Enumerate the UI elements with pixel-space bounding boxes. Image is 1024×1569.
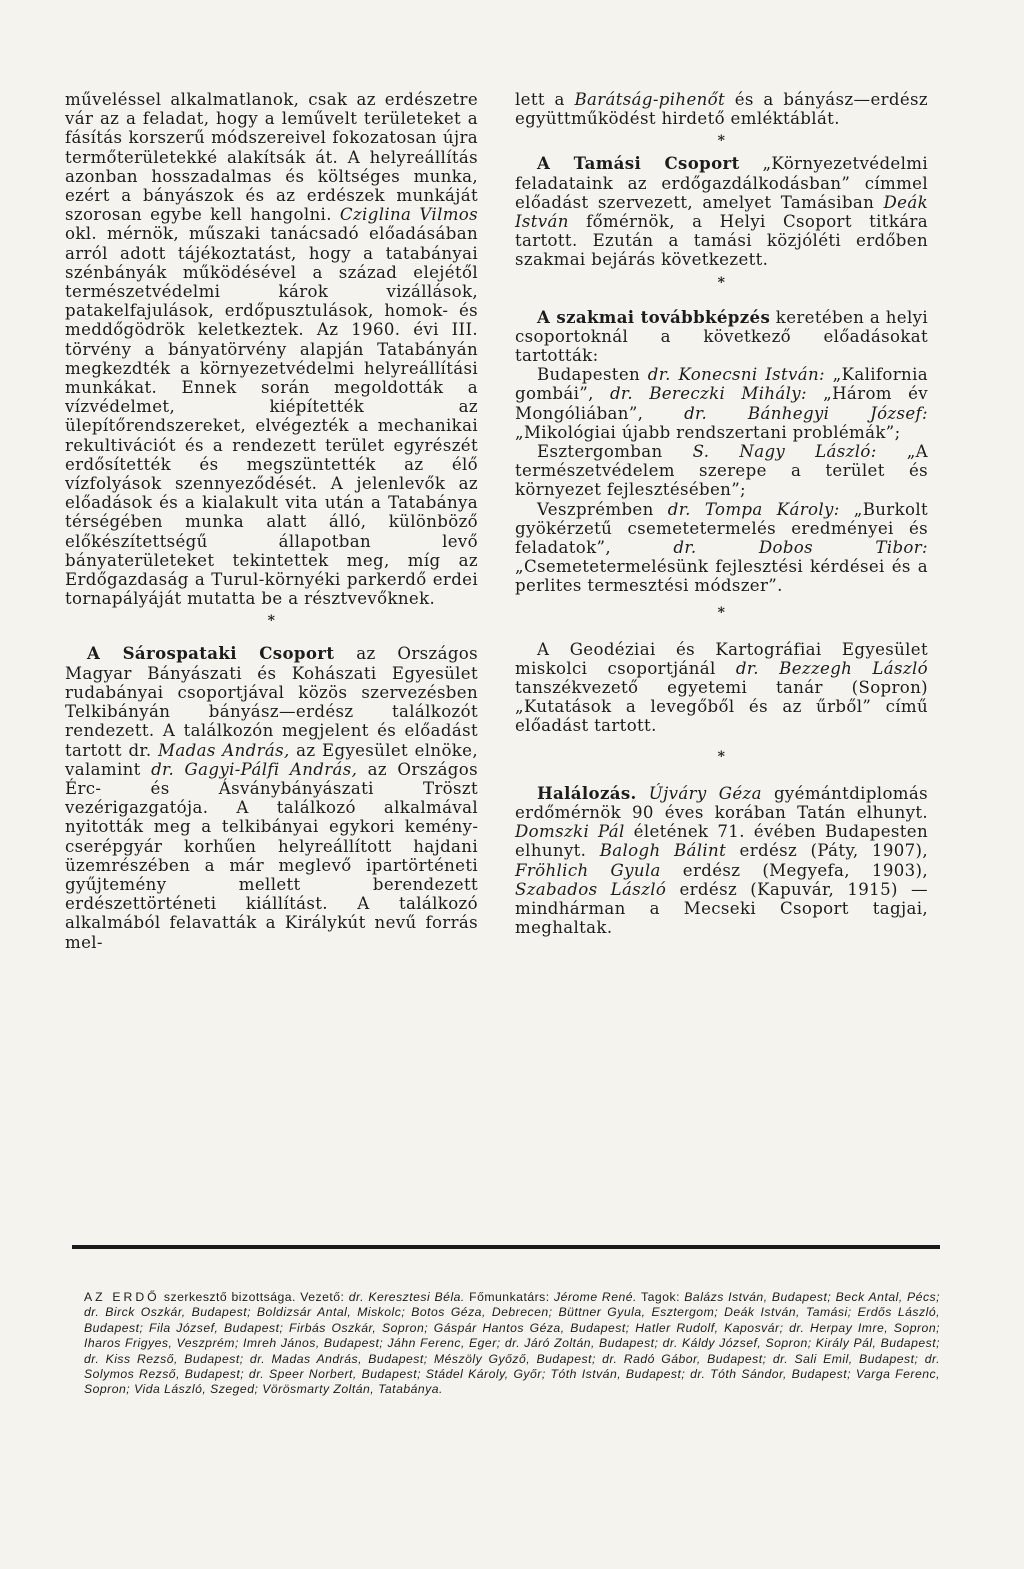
title-abbrev: dr. <box>647 365 671 385</box>
person-name: Bánhegyi József: <box>707 403 928 423</box>
person-name: Madas András, <box>158 740 290 760</box>
section-separator: * <box>717 748 726 765</box>
left-column <box>65 90 478 952</box>
person-name: Bezzegh László <box>758 658 928 678</box>
person-name: Dobos Tibor: <box>696 538 928 558</box>
paragraph-tamasi <box>515 154 928 269</box>
title-abbrev: dr. <box>735 658 759 678</box>
editor-name: dr. Keresztesi Béla. <box>348 1290 465 1304</box>
person-name: Fröhlich Gyula <box>515 860 661 880</box>
lecture-budapest <box>515 365 928 442</box>
title-abbrev: dr. <box>673 538 697 558</box>
lecture-esztergom <box>515 442 928 500</box>
person-name: Balogh Bálint <box>599 841 727 861</box>
person-name: Domszki Pál <box>515 822 625 842</box>
person-name: Cziglina Vilmos <box>339 205 479 225</box>
member-list: Balázs István, Budapest; Beck Antal, Pécs; dr. Birck Oszkár, Budapest; Boldizsár Antal, Miskolc; Botos Géza, Debrecen; Büttner Gyula, Esztergom; Deák István, Tamási; Erdős László, Budapest; Fila József, Budapest; Firbás Oszkár, Sopron; Gáspár Hantos Géza, Budapest; Hatler Rudolf, Kaposvár; dr. Herpay Imre, Sopron; Iharos Frigyes, Veszprém; Imreh János, Budapest; Jáhn Ferenc, Eger; dr. Járó Zoltán, Budapest; dr. Káldy József, Sopron; Király Pál, Budapest; dr. Kiss Rezső, Budapest; dr. Madas András, Budapest; Mészöly Győző, Budapest; dr. Radó Gábor, Budapest; dr. Sali Emil, Budapest; dr. Solymos Rezső, Budapest; dr. Speer Norbert, Budapest; Stádel Károly, Győr; Tóth István, Budapest; dr. Tóth Sándor, Budapest; Varga Ferenc, Sopron; Vida László, Szeged; Vörösmarty Zoltán, Tatabánya. <box>84 1290 941 1397</box>
title-abbrev: dr. <box>151 759 175 779</box>
text: A Geodéziai és Kartográfiai Egyesület miskolci csoportjánál <box>515 639 928 678</box>
text: „Mikológiai újabb rendszertani problémák”; <box>515 422 901 442</box>
title-abbrev: dr. <box>684 403 708 423</box>
coeditor-name: Jérome René. <box>553 1290 637 1304</box>
journal-name: AZ ERDŐ <box>84 1290 160 1304</box>
text: szerkesztő bizottsága. Vezető: <box>159 1290 349 1304</box>
paragraph-tatabanya <box>65 90 478 608</box>
text: lett a <box>515 90 575 109</box>
paragraph-tovabbkepzes <box>515 308 928 366</box>
text: „Környezetvédelmi feladataink az erdőgazdálkodásban” címmel előadást szervezett, amelyet Tamásiban <box>515 154 928 212</box>
section-heading: A Tamási Csoport <box>537 153 740 174</box>
text: Veszprémben <box>537 499 668 519</box>
text: erdész (Páty, 1907), <box>726 841 928 861</box>
text: műveléssel alkalmatlanok, csak az erdészetre vár az a feladat, hogy a leművelt területeket a fásítás korszerű módszereivel fokozatosan újra termőterületekké alakítsák át. A helyreállítás azonban hosszadalmas és költséges munka, ezért a bányászok és az erdészek munkáját szorosan egybe kell hangolni. <box>65 90 478 225</box>
text: Budapesten <box>537 365 648 385</box>
text: Főmunkatárs: <box>464 1290 554 1304</box>
text: erdész (Megyefa, 1903), <box>660 860 928 880</box>
text: főmérnök, a Helyi Csoport titkára tartott. Ezután a tamási közjóléti erdőben szakmai bejárás következett. <box>515 212 928 270</box>
text: tanszékvezető egyetemi tanár (Sopron) „Kutatások a levegőből és az űrből” című előadást tartott. <box>515 678 928 736</box>
text: az Egyesület elnöke, valamint <box>65 740 478 779</box>
paragraph-geodezia <box>515 640 928 736</box>
text: keretében a helyi csoportoknál a következő előadásokat tartották: <box>515 307 928 366</box>
person-name: Deák István <box>515 192 928 232</box>
text: „A természetvédelem szerepe a terület és környezet fejlesztésében”; <box>515 442 929 500</box>
section-separator: * <box>267 613 276 630</box>
title-abbrev: dr. <box>667 499 691 519</box>
paragraph-baratsag <box>515 90 928 128</box>
person-name: Gagyi-Pálfi András, <box>174 759 358 779</box>
section-separator: * <box>717 274 726 291</box>
paragraph-halalozas <box>515 784 928 938</box>
text: gyémántdiplomás erdőmérnök 90 éves korában Tatán elhunyt. <box>515 783 928 822</box>
right-column <box>515 90 928 937</box>
text: okl. mérnök, műszaki tanácsadó előadásában arról adott tájékoztatást, hogy a tatabányai szénbányák működésével a század elejétől természetvédelmi károk vizállások, patakelfajulások, erdőpusztulások, homok- és meddőgödrök keletkeztek. Az 1960. évi III. törvény a bányatörvény alapján Tatabányán megkezdték a környezetvédelmi helyreállítási munkákat. Ennek során megoldották a vízvédelmet, kiépítették az ülepítőrendszereket, elvégezték a mechanikai rekultivációt és a rendezett terület egyrészét erdősítették és megszüntették az élő vízfolyások szennyeződését. A jelenlevők az előadások és a kialakult vita után a Tatabánya térségében munka alatt álló, különböző előkészítettségű állapotban levő bányaterületeket tekintettek meg, míg az Erdőgazdaság a Turul-környéki parkerdő erdei tornapályáját mutatta be a résztvevőknek. <box>65 224 478 609</box>
section-separator: * <box>717 604 726 621</box>
footer-divider <box>72 1245 940 1249</box>
person-name: Konecsni István: <box>670 365 825 385</box>
person-name: Szabados László <box>515 879 667 899</box>
person-name: Bereczki Mihály: <box>633 384 807 404</box>
place-name: Barátság-pihenőt <box>574 90 726 109</box>
person-name: Tompa Károly: <box>690 499 840 519</box>
text: „Három év Mongóliában”, <box>515 384 928 423</box>
text: az Országos Érc- és Ásványbányászati Tröszt vezérigazgatója. A találkozó alkalmával nyitották meg a telkibányai egykori keménycserépgyár korhűen helyreállított hajdani üzemrészében a már meglevő ipartörténeti gyűjtemény mellett berendezett erdészettörténeti kiállítást. A találkozó alkalmából felavatták a Királykút nevű forrás mel- <box>65 759 478 952</box>
text: az Országos Magyar Bányászati és Kohászati Egyesület rudabányai csoportjával közös szervezésben Telkibányán bányász—erdész találkozót rendezett. A találkozón megjelent és előadást tartott dr. <box>65 644 479 760</box>
text: és a bányász—erdész együttműködést hirdető emléktáblát. <box>515 90 928 129</box>
text: „Kalifornia gombái”, <box>515 365 928 404</box>
section-heading: Halálozás. <box>537 782 637 803</box>
lecture-veszprem <box>515 500 928 596</box>
paragraph-sarospataki <box>65 644 478 951</box>
text: „Csemetetermelésünk fejlesztési kérdései és a perlites termesztési módszer”. <box>515 557 928 596</box>
person-name: Újváry Géza <box>636 783 762 803</box>
text: erdész (Kapuvár, 1915) — mindhárman a Mecseki Csoport tagjai, meghaltak. <box>515 879 928 938</box>
section-separator: * <box>717 133 726 150</box>
text: Esztergomban <box>537 442 693 462</box>
section-heading: A Sárospataki Csoport <box>87 643 335 664</box>
editorial-board-footer <box>84 1290 940 1398</box>
section-heading: A szakmai továbbképzés <box>537 306 771 327</box>
text: Tagok: <box>636 1290 685 1304</box>
text: életének 71. évében Budapesten elhunyt. <box>515 822 928 861</box>
text: „Burkolt gyökérzetű csemetetermelés eredményei és feladatok”, <box>515 499 928 558</box>
title-abbrev: dr. <box>609 384 633 404</box>
person-name: S. Nagy László: <box>692 442 877 462</box>
